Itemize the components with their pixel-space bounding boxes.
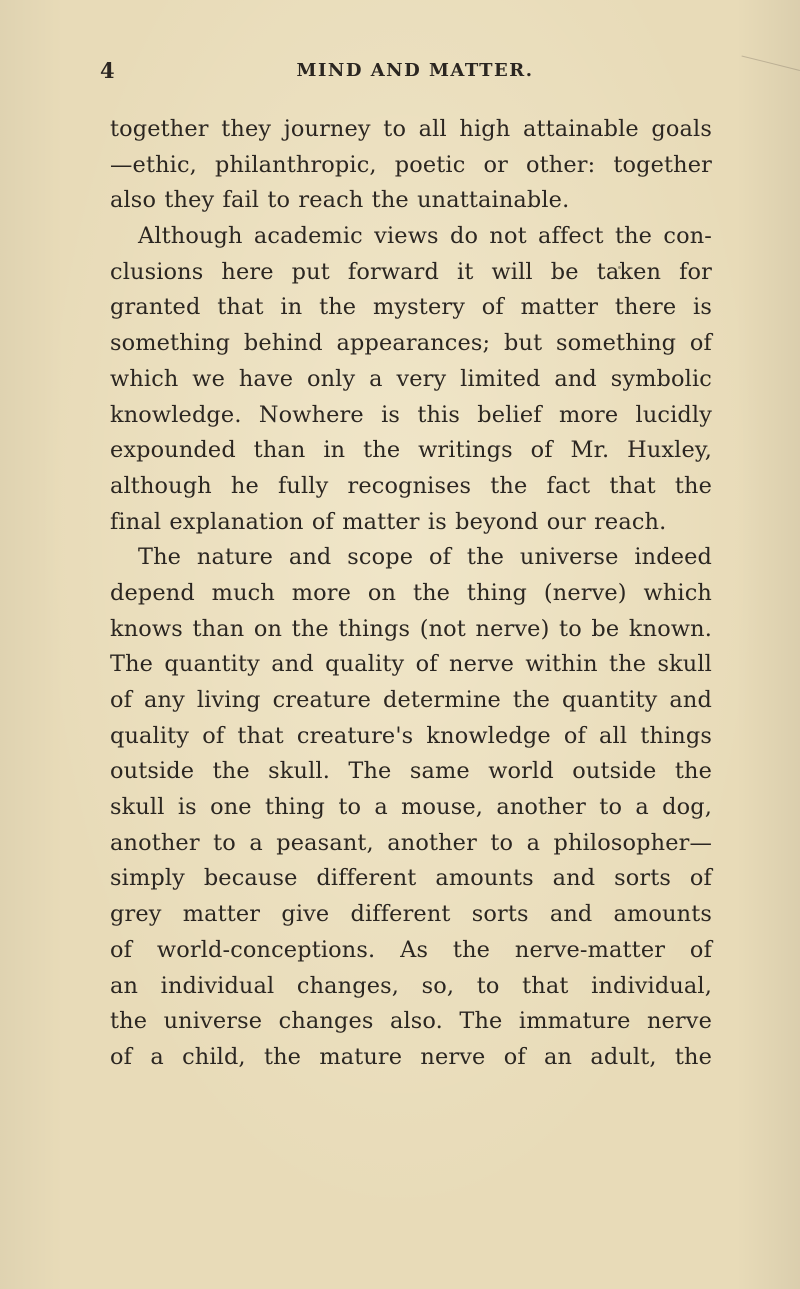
text-line: something behind appearances; but something of <box>110 330 712 357</box>
text-line: depend much more on the thing (nerve) which <box>110 579 712 606</box>
text-line: another to a peasant, another to a philosopher— <box>110 829 712 856</box>
page-edge-mark <box>742 55 800 70</box>
text-line: knowledge. Nowhere is this belief more lucidly <box>110 401 712 428</box>
body-text <box>110 112 712 1076</box>
text-line: knows than on the things (not nerve) to be known. <box>110 615 712 642</box>
text-line: also they fail to reach the unattainable. <box>110 187 570 214</box>
text-line: of any living creature determine the quantity and <box>110 687 712 713</box>
running-head: MIND AND MATTER. <box>296 60 534 81</box>
text-line: quality of that creature's knowledge of all things <box>110 722 712 749</box>
text-line: The quantity and quality of nerve within the skull <box>110 651 712 678</box>
text-line: granted that in the mystery of matter there is <box>110 294 712 321</box>
ink-speck <box>618 266 621 269</box>
text-line: final explanation of matter is beyond our reach. <box>110 508 667 535</box>
text-line: which we have only a very limited and symbolic <box>110 365 712 392</box>
text-line: —ethic, philanthropic, poetic or other: together <box>110 151 712 178</box>
text-line: an individual changes, so, to that individual, <box>110 972 712 999</box>
text-line: of world-conceptions. As the nerve-matter of <box>110 936 712 963</box>
text-line: grey matter give different sorts and amounts <box>110 901 712 928</box>
text-line: expounded than in the writings of Mr. Huxley, <box>110 437 712 464</box>
text-line: the universe changes also. The immature nerve <box>110 1008 712 1035</box>
text-line: of a child, the mature nerve of an adult, the <box>110 1043 712 1070</box>
text-line: outside the skull. The same world outside the <box>110 758 712 785</box>
text-line: clusions here put forward it will be taken for <box>110 258 712 285</box>
page-number: 4 <box>100 58 117 83</box>
page-header <box>100 58 730 86</box>
text-line: although he fully recognises the fact that the <box>110 472 712 499</box>
text-line: simply because different amounts and sorts of <box>110 865 712 892</box>
text-line: Although academic views do not affect the con- <box>138 223 712 250</box>
text-line: skull is one thing to a mouse, another to a dog, <box>110 794 712 821</box>
text-line: The nature and scope of the universe indeed <box>138 544 712 571</box>
text-line: together they journey to all high attainable goals <box>110 116 712 142</box>
